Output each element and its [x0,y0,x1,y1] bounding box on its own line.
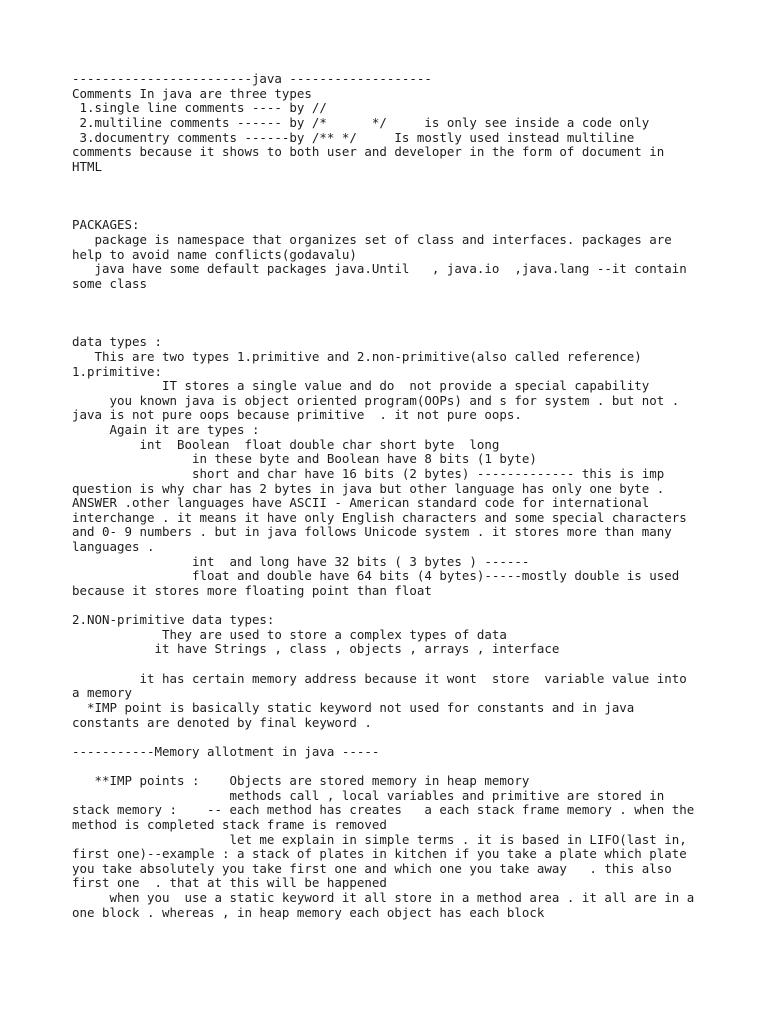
packages-heading: PACKAGES: [72,217,140,233]
java-comments-section [72,72,768,174]
text-line: int Boolean float double char short byte long [72,436,500,452]
memory-allotment-heading: -----------Memory allotment in java ----- [72,743,380,759]
text-line: short and char have 16 bits (2 bytes) ------------- this is imp [72,465,665,481]
text-line: comments because it shows to both user and developer in the form of document in [72,144,665,160]
text-line: you take absolutely you take first one and which one you take away . this also [72,860,672,876]
data-types-section [72,335,768,598]
text-line: Again it are types : [72,422,260,437]
packages-section [72,218,768,291]
text-line: methods call , local variables and primitive are stored in [72,787,665,803]
text-line: languages . [72,539,155,554]
blank-line [72,759,768,774]
non-primitive-heading: 2.NON-primitive data types: [72,612,275,628]
java-heading: ------------------------java ------------------- [72,71,432,86]
text-line: java have some default packages java.Until , java.io ,java.lang --it contain [72,261,687,277]
blank-line [72,321,768,336]
imp-note-line: *IMP point is basically static keyword not used for constants and in java [72,699,635,715]
text-line: first one)--example : a stack of plates in kitchen if you take a plate which plate [72,846,687,862]
text-line: 2.multiline comments ------ by /* */ is only see inside a code only [72,114,650,130]
text-line: This are two types 1.primitive and 2.non-primitive(also called reference) [72,348,642,364]
text-line: stack memory : -- each method has creates a each stack frame memory . when the [72,802,695,818]
text-line: constants are denoted by final keyword . [72,714,372,730]
text-line: help to avoid name conflicts(godavalu) [72,246,357,262]
static-note-section [72,672,768,731]
text-line: in these byte and Boolean have 8 bits (1 byte) [72,451,537,467]
text-line: Comments In java are three types [72,85,312,101]
non-primitive-section [72,613,768,657]
blank-line [72,189,768,204]
text-line: package is namespace that organizes set of class and interfaces. packages are [72,231,672,247]
text-line: one block . whereas , in heap memory each object has each block [72,904,545,920]
text-line: first one . that at this will be happened [72,875,387,891]
blank-line [72,306,768,321]
text-line: 1.single line comments ---- by // [72,100,327,116]
text-line: when you use a static keyword it all store in a method area . it all are in a [72,890,695,905]
blank-line [72,291,768,306]
text-line: HTML [72,158,102,174]
blank-line [72,174,768,189]
text-line: method is completed stack frame is removed [72,816,387,832]
text-line: IT stores a single value and do not provide a special capability [72,378,650,394]
text-line: They are used to store a complex types of data [72,626,507,642]
data-types-heading: data types : [72,334,162,350]
imp-points-line: **IMP points : Objects are stored memory in heap memory [72,773,530,788]
text-line: because it stores more floating point than float [72,582,432,598]
text-line: you known java is object oriented program(OOPs) and s for system . but not . [72,392,680,408]
text-line: a memory [72,685,132,701]
text-line: some class [72,275,147,291]
primitive-heading: 1.primitive: [72,363,162,379]
text-line: it has certain memory address because it wont store variable value into [72,670,687,686]
blank-line [72,204,768,219]
text-line: and 0- 9 numbers . but in java follows Unicode system . it stores more than many [72,524,672,540]
text-line: question is why char has 2 bytes in java but other language has only one byte . [72,480,665,496]
blank-line [72,657,768,672]
text-line: let me explain in simple terms . it is based in LIFO(last in, [72,831,687,847]
blank-line [72,730,768,745]
text-line: java is not pure oops because primitive . it not pure oops. [72,407,522,423]
text-line: int and long have 32 bits ( 3 bytes ) ------ [72,553,530,569]
memory-allotment-section [72,745,768,921]
text-line: it have Strings , class , objects , arrays , interface [72,641,560,657]
text-line: 3.documentry comments ------by /** */ Is mostly used instead multiline [72,129,635,145]
blank-line [72,599,768,614]
text-line: float and double have 64 bits (4 bytes)-----mostly double is used [72,568,680,584]
text-line: ANSWER .other languages have ASCII - American standard code for international [72,495,650,511]
text-line: interchange . it means it have only English characters and some special characters [72,509,687,525]
